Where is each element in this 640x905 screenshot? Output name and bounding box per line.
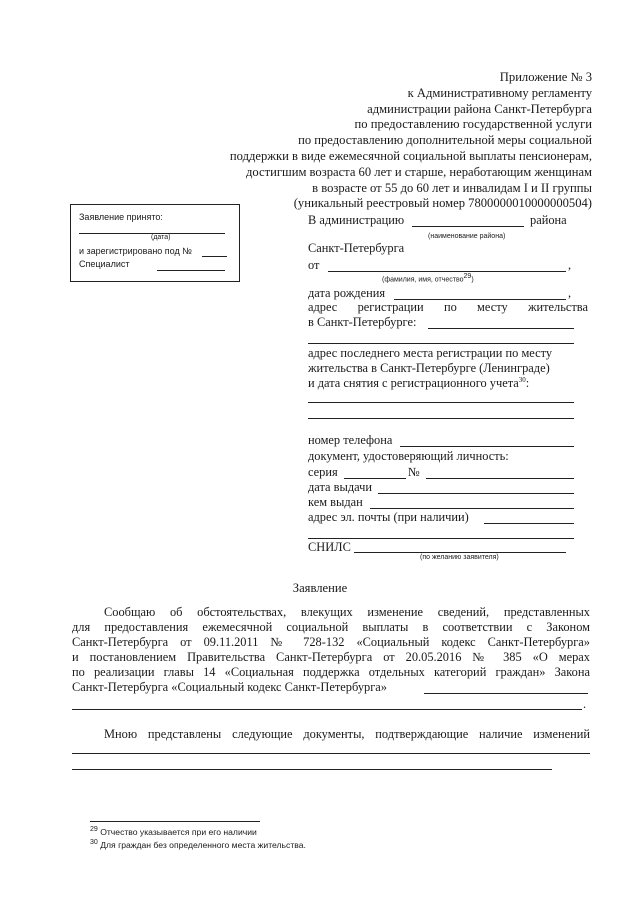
name-hint: (фамилия, имя, отчество$^{29}$) <box>382 273 474 284</box>
issued-by-field[interactable] <box>370 508 574 509</box>
paragraph-line: для предоставления ежемесячной социальной выплаты в соответствии с Законом <box>72 620 590 634</box>
last-reg-label-2: жительства в Санкт-Петербурге (Ленинграде) <box>308 361 550 375</box>
series-label: серия <box>308 465 338 479</box>
city-label: Санкт-Петербурга <box>308 241 405 255</box>
date-hint: (дата) <box>151 234 171 241</box>
footnote-29: $^{29}$ Отчество указывается при его наличии <box>90 826 257 837</box>
header-line: Приложение № 3 <box>499 70 592 84</box>
specialist-label: Специалист <box>79 259 130 269</box>
header-line: в возрасте от 55 до 60 лет и инвалидам I и II группы <box>312 180 592 195</box>
header-line: поддержки в виде ежемесячной социальной выплаты пенсионерам, <box>229 148 592 163</box>
address-reg-label: адрес регистрации по месту жительства <box>308 300 588 314</box>
paragraph-line: Санкт-Петербурга от 09.11.2011 № 728-132 «Социальный кодекс Санкт-Петербурга» <box>72 635 590 649</box>
number-field[interactable] <box>426 478 574 479</box>
snils-hint: (по желанию заявителя) <box>420 554 499 561</box>
appendix-header <box>172 70 592 212</box>
header-line: к Административному регламенту <box>407 85 592 100</box>
header-line: администрации района Санкт-Петербурга <box>367 101 592 116</box>
issued-by-label: кем выдан <box>308 495 363 509</box>
issue-date-label: дата выдачи <box>308 480 372 494</box>
from-label: от <box>308 258 320 272</box>
last-reg-label-1: адрес последнего места регистрации по месту <box>308 346 553 360</box>
number-label: № <box>408 465 420 479</box>
documents-paragraph: Мною представлены следующие документы, подтверждающие наличие изменений <box>104 727 590 741</box>
extra-line[interactable] <box>308 538 574 539</box>
in-spb-label: в Санкт-Петербурге: <box>308 315 417 329</box>
paragraph-line: и постановлением Правительства Санкт-Петербурга от 20.05.2016 № 385 «О мерах <box>72 650 590 664</box>
district-label: района <box>530 213 567 227</box>
registration-number-line[interactable] <box>202 256 227 257</box>
email-field[interactable] <box>484 523 574 524</box>
header-line: (уникальный реестровый номер 7800000010000000504) <box>293 196 592 211</box>
period: . <box>583 697 587 711</box>
header-line: по предоставлению дополнительной меры социальной <box>298 133 592 148</box>
snils-field[interactable] <box>354 552 566 553</box>
footnote-separator <box>90 821 260 822</box>
series-field[interactable] <box>344 478 406 479</box>
specialist-line[interactable] <box>157 270 225 271</box>
issue-date-field[interactable] <box>378 493 574 494</box>
phone-label: номер телефона <box>308 433 393 447</box>
email-label: адрес эл. почты (при наличии) <box>308 510 469 524</box>
admin-hint: (наименование района) <box>428 233 506 240</box>
header-line: по предоставлению государственной услуги <box>354 117 592 132</box>
last-reg-label-3: и дата снятия с регистрационного учета$^{30}$: <box>308 376 530 391</box>
last-reg-field-1[interactable] <box>308 402 574 403</box>
law-field[interactable] <box>424 693 588 694</box>
birth-date-label: дата рождения <box>308 286 386 300</box>
acceptance-stamp-box <box>70 204 240 282</box>
registered-label: и зарегистрировано под № <box>79 246 192 256</box>
footnote-30: $^{30}$ Для граждан без определенного места жительства. <box>90 839 306 850</box>
paragraph-line: по реализации главы 14 «Социальная поддержка отдельных категорий граждан» Закона <box>72 665 590 679</box>
phone-field[interactable] <box>400 446 574 447</box>
statement-field[interactable] <box>72 709 582 710</box>
last-reg-field-2[interactable] <box>308 418 574 419</box>
paragraph-last-line: Санкт-Петербурга «Социальный кодекс Санкт-Петербурга» <box>72 680 387 694</box>
address-field-2[interactable] <box>308 343 574 344</box>
full-name-field[interactable] <box>328 271 566 272</box>
comma: , <box>568 258 572 272</box>
statement-paragraph <box>72 605 590 680</box>
header-line: достигшим возраста 60 лет и старше, неработающим женщинам <box>245 164 592 179</box>
documents-field-2[interactable] <box>72 769 552 770</box>
district-field[interactable] <box>412 226 524 227</box>
documents-field-1[interactable] <box>72 753 590 754</box>
comma: , <box>568 286 572 300</box>
to-admin-label: В администрацию <box>308 213 405 227</box>
accepted-label: Заявление принято: <box>79 212 163 222</box>
statement-title: Заявление <box>292 581 348 595</box>
snils-label: СНИЛС <box>308 540 351 554</box>
address-field-1[interactable] <box>428 328 574 329</box>
paragraph-line: Сообщаю об обстоятельствах, влекущих изменение сведений, представленных <box>104 605 590 619</box>
id-doc-label: документ, удостоверяющий личность: <box>308 449 509 463</box>
